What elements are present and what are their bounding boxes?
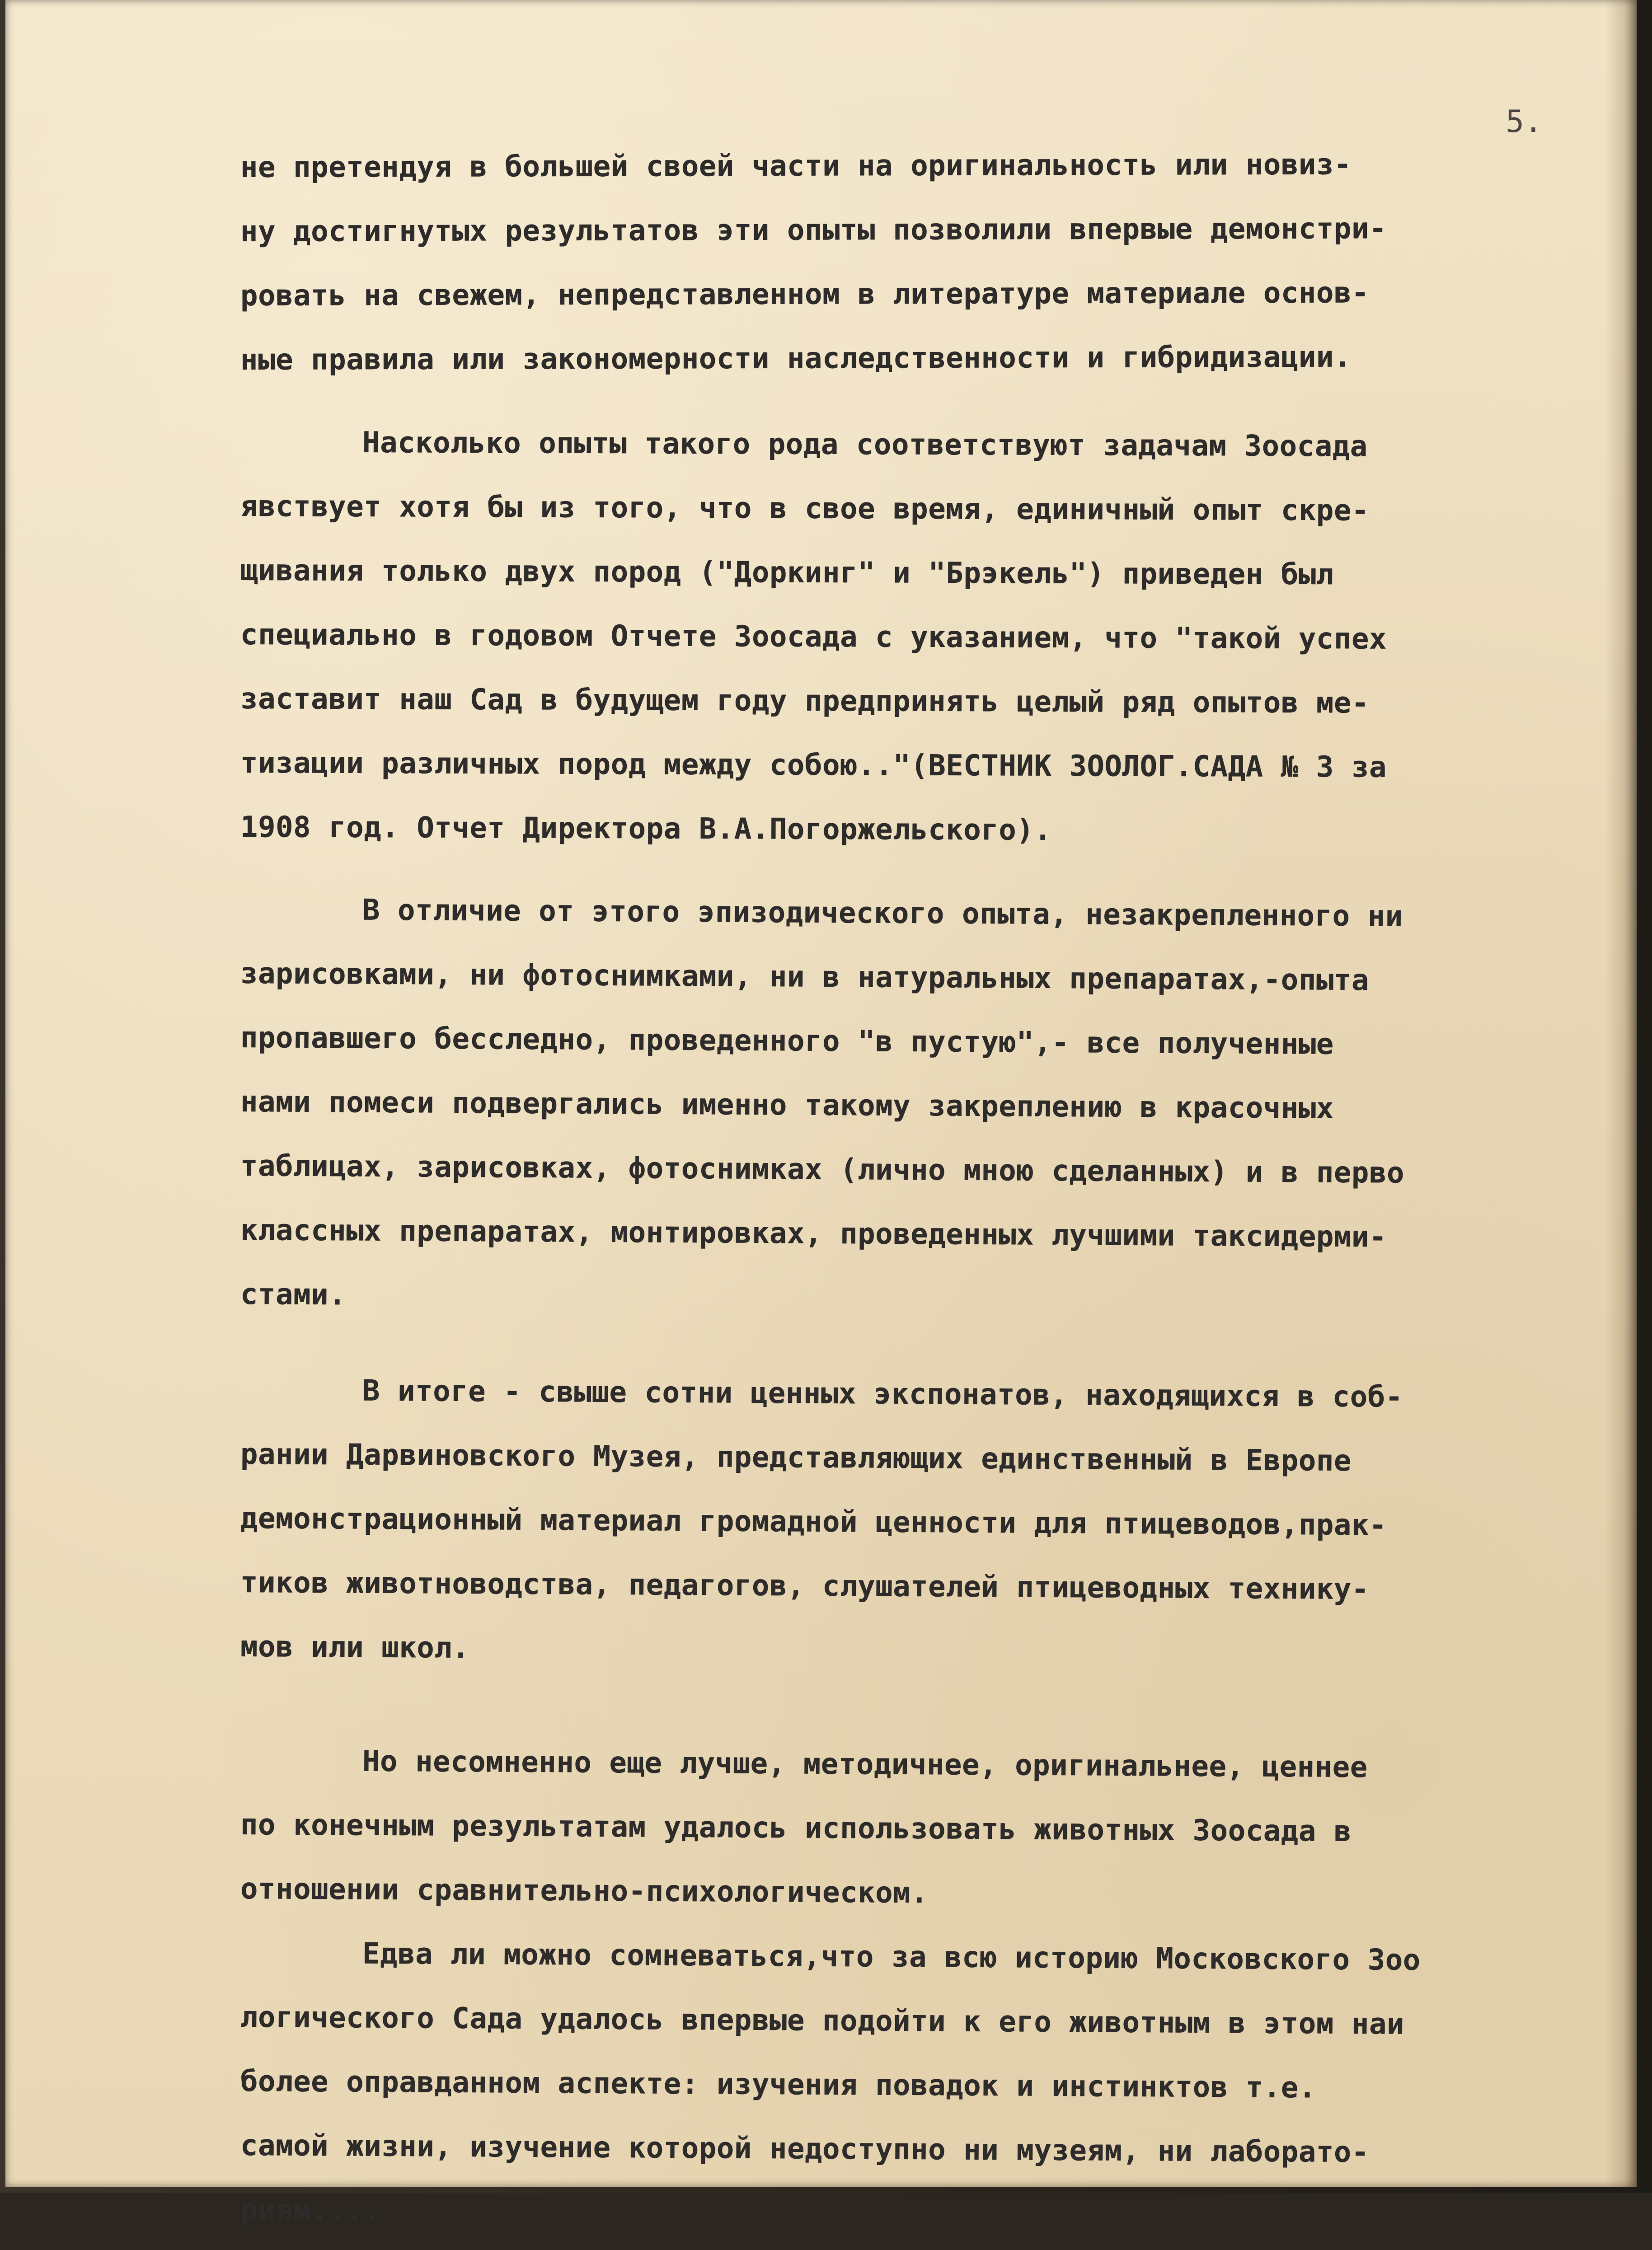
text-line: таблицах, зарисовках, фотоснимках (лично мною сделанных) и в перво [240, 1149, 1405, 1190]
text-line: тизации различных пород между собою.."(ВЕСТНИК ЗООЛОГ.САДА № 3 за [240, 746, 1387, 784]
page-number: 5. [1506, 104, 1543, 140]
text-line: Насколько опыты такого рода соответствуют задачам Зоосада [362, 426, 1368, 464]
text-line: демонстрационный материал громадной ценности для птицеводов,прак- [240, 1502, 1387, 1542]
text-line: ные правила или закономерности наследственности и гибридизации. [240, 340, 1352, 377]
paragraph-2 [240, 410, 1573, 859]
text-line: самой жизни, изучение которой недоступно ни музеям, ни лаборато- [240, 2129, 1370, 2170]
text-line: стами. [240, 1278, 347, 1312]
paragraph-3 [240, 877, 1573, 1327]
text-line: тиков животноводства, педагогов, слушателей птицеводных технику- [240, 1566, 1370, 1607]
text-line: В отличие от этого эпизодического опыта, незакрепленного ни [362, 893, 1403, 933]
text-line: логического Сада удалось впервые подойти к его животным в этом наи [240, 2001, 1405, 2041]
text-line: В итоге - свыше сотни ценных экспонатов, находящихся в соб- [362, 1374, 1403, 1414]
text-line: по конечным результатам удалось использовать животных Зоосада в [240, 1808, 1352, 1849]
text-line: рании Дарвиновского Музея, представляющих единственный в Европе [240, 1438, 1352, 1478]
paragraph-1 [240, 136, 1573, 392]
text-line: Едва ли можно сомневаться,что за всю историю Московского Зоо [362, 1937, 1421, 1977]
page-edge-shadow [1605, 0, 1637, 2187]
text-line: заставит наш Сад в будущем году предпринять целый ряд опытов ме- [240, 682, 1370, 720]
document-body [240, 136, 1573, 2242]
paragraph-4 [240, 1358, 1573, 1679]
text-line: классных препаратах, монтировках, проведенных лучшими таксидерми- [240, 1214, 1387, 1254]
text-line: щивания только двух пород ("Доркинг" и "Брэкель") приведен был [240, 554, 1334, 592]
text-line: мов или школ. [240, 1630, 470, 1665]
paragraph-5 [240, 1729, 1573, 1921]
text-line: 1908 год. Отчет Директора В.А.Погоржельского). [240, 811, 1052, 847]
text-line: нами помеси подвергались именно такому закреплению в красочных [240, 1085, 1334, 1125]
text-line: риям.... [240, 2193, 382, 2227]
paragraph-6 [240, 1921, 1573, 2242]
text-line: не претендуя в большей своей части на оригинальность или новиз- [240, 148, 1352, 184]
text-line: ровать на свежем, непредставленном в литературе материале основ- [240, 276, 1370, 313]
typewritten-page [5, 0, 1637, 2227]
text-line: более оправданном аспекте: изучения повадок и инстинктов т.е. [240, 2065, 1317, 2105]
text-line: явствует хотя бы из того, что в свое время, единичный опыт скре- [240, 490, 1370, 528]
text-line: Но несомненно еще лучше, методичнее, оригинальнее, ценнее [362, 1744, 1368, 1785]
text-line: пропавшего бесследно, проведенного "в пустую",- все полученные [240, 1021, 1334, 1061]
text-line: зарисовками, ни фотоснимками, ни в натуральных препаратах,-опыта [240, 957, 1370, 998]
text-line: отношении сравнительно-психологическом. [240, 1872, 929, 1910]
text-line: ну достигнутых результатов эти опыты позволили впервые демонстри- [240, 212, 1387, 248]
text-line: специально в годовом Отчете Зоосада с указанием, что "такой успех [240, 618, 1387, 656]
